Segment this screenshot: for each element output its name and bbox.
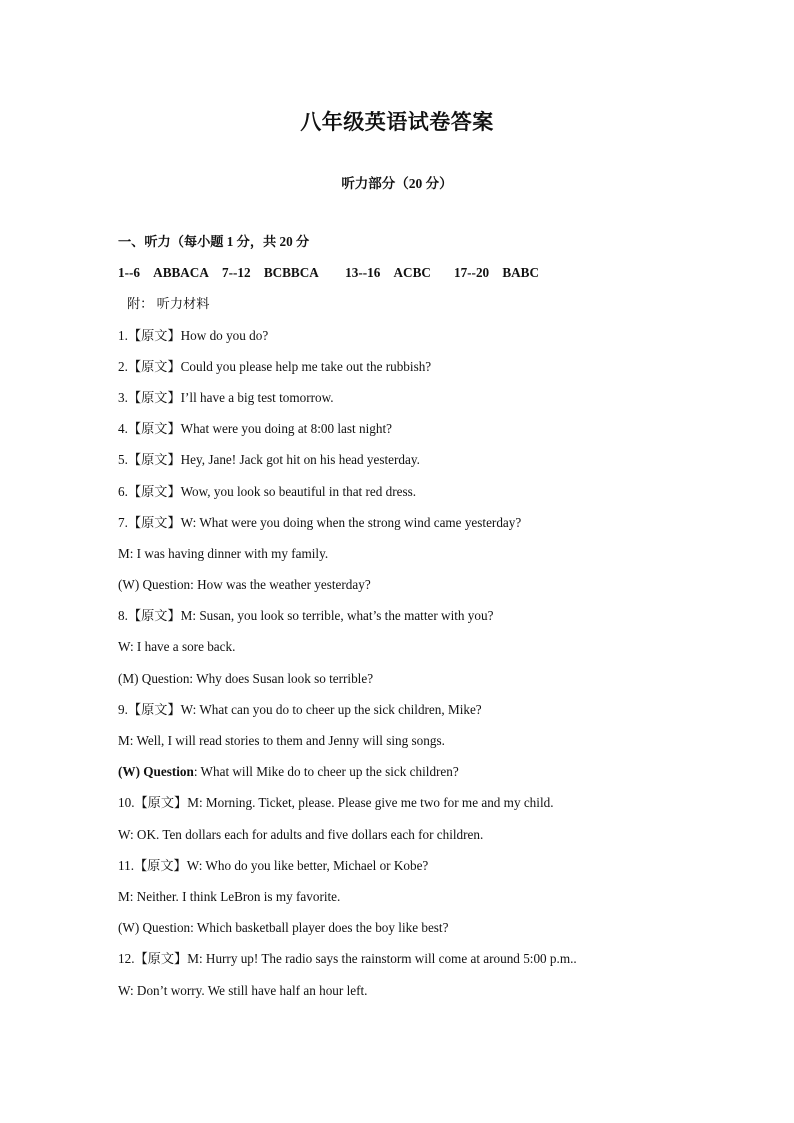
- item-text: What were you doing at 8:00 last night?: [180, 421, 392, 437]
- item-number: 2: [118, 358, 125, 374]
- item-text: How do you do?: [180, 327, 269, 343]
- answer-key-line: [118, 263, 718, 294]
- item-text: W: Who do you like better, Michael or Kobe?: [186, 857, 429, 873]
- section-subtitle: 听力部分（20 分）: [341, 176, 453, 191]
- transcript-item: 8.【原文】M: Susan, you look so terrible, what’s the matter with you?: [118, 608, 494, 624]
- item-number: 11: [118, 857, 131, 873]
- item-number: 3: [118, 389, 125, 405]
- transcript-line: W: Don’t worry. We still have half an hour left.: [118, 982, 368, 998]
- item-number: 7: [118, 514, 125, 530]
- original-label: 【原文】: [127, 701, 181, 717]
- question-text: : What will Mike do to cheer up the sick children?: [193, 764, 459, 780]
- transcript-question: (M) Question: Why does Susan look so terrible?: [118, 670, 374, 686]
- answer-key: BCBBCA: [263, 265, 319, 281]
- answer-range: 17--20: [453, 265, 490, 281]
- transcript-item: 5.【原文】Hey, Jane! Jack got hit on his head yesterday.: [118, 452, 420, 468]
- original-label: 【原文】: [127, 421, 181, 437]
- transcript-item: 4.【原文】What were you doing at 8:00 last night?: [118, 421, 392, 437]
- item-text: Could you please help me take out the rubbish?: [180, 358, 432, 374]
- item-text: M: Susan, you look so terrible, what’s the matter with you?: [180, 608, 494, 624]
- item-number: 6: [118, 483, 125, 499]
- document-body: [118, 232, 718, 1012]
- answer-range: 7--12: [222, 265, 251, 281]
- original-label: 【原文】: [134, 795, 188, 811]
- answer-range: 13--16: [345, 265, 381, 281]
- transcript-item: 2.【原文】Could you please help me take out the rubbish?: [118, 358, 432, 374]
- answer-key: ACBC: [393, 265, 431, 281]
- answer-range: 1--6: [118, 265, 140, 281]
- item-text: M: Hurry up! The radio says the rainstorm will come at around 5:00 p.m..: [187, 951, 577, 967]
- transcript-item: 3.【原文】I’ll have a big test tomorrow.: [118, 389, 334, 405]
- original-label: 【原文】: [127, 514, 181, 530]
- transcript-item: 6.【原文】Wow, you look so beautiful in that red dress.: [118, 483, 417, 499]
- item-text: Hey, Jane! Jack got hit on his head yesterday.: [180, 452, 420, 468]
- item-number: 10: [118, 795, 132, 811]
- section-heading: 一、听力（每小题 1 分，共 20 分: [118, 234, 310, 249]
- item-text: M: Morning. Ticket, please. Please give me two for me and my child.: [187, 795, 554, 811]
- question-label: (W) Question: [118, 764, 194, 780]
- transcript-question: (W) Question: Which basketball player does the boy like best?: [118, 920, 449, 936]
- transcript-line: W: I have a sore back.: [118, 639, 236, 655]
- appendix-label: 附： 听力材料: [127, 296, 210, 312]
- item-number: 5: [118, 452, 125, 468]
- item-text: W: What were you doing when the strong wind came yesterday?: [180, 514, 522, 530]
- transcript-item: 12.【原文】M: Hurry up! The radio says the rainstorm will come at around 5:00 p.m..: [118, 951, 577, 967]
- original-label: 【原文】: [127, 608, 181, 624]
- answer-key: BABC: [502, 265, 539, 281]
- transcript-item: 9.【原文】W: What can you do to cheer up the sick children, Mike?: [118, 701, 482, 717]
- original-label: 【原文】: [134, 951, 188, 967]
- transcript-item: 10.【原文】M: Morning. Ticket, please. Please give me two for me and my child.: [118, 795, 554, 811]
- transcript-item: 11.【原文】W: Who do you like better, Michael or Kobe?: [118, 857, 429, 873]
- original-label: 【原文】: [127, 389, 181, 405]
- transcript-item: 7.【原文】W: What were you doing when the strong wind came yesterday?: [118, 514, 522, 530]
- item-number: 1: [118, 327, 125, 343]
- page-title: 八年级英语试卷答案: [300, 110, 494, 134]
- original-label: 【原文】: [127, 483, 181, 499]
- transcript-question: (W) Question: How was the weather yesterday?: [118, 577, 371, 593]
- original-label: 【原文】: [127, 452, 181, 468]
- transcript-line: W: OK. Ten dollars each for adults and five dollars each for children.: [118, 826, 484, 842]
- item-text: W: What can you do to cheer up the sick children, Mike?: [180, 701, 482, 717]
- item-number: 8: [118, 608, 125, 624]
- transcript-item: 1.【原文】How do you do?: [118, 327, 269, 343]
- original-label: 【原文】: [127, 358, 181, 374]
- transcript-line: M: I was having dinner with my family.: [118, 545, 329, 561]
- item-number: 4: [118, 421, 125, 437]
- answer-key: ABBACA: [153, 265, 209, 281]
- transcript-question: [118, 762, 718, 793]
- item-number: 12: [118, 951, 132, 967]
- original-label: 【原文】: [127, 327, 181, 343]
- transcript-line: M: Well, I will read stories to them and Jenny will sing songs.: [118, 733, 445, 748]
- item-text: I’ll have a big test tomorrow.: [180, 389, 334, 405]
- item-number: 9: [118, 701, 125, 717]
- transcript-line: M: Neither. I think LeBron is my favorite.: [118, 888, 341, 904]
- item-text: Wow, you look so beautiful in that red dress.: [180, 483, 417, 499]
- original-label: 【原文】: [134, 857, 187, 873]
